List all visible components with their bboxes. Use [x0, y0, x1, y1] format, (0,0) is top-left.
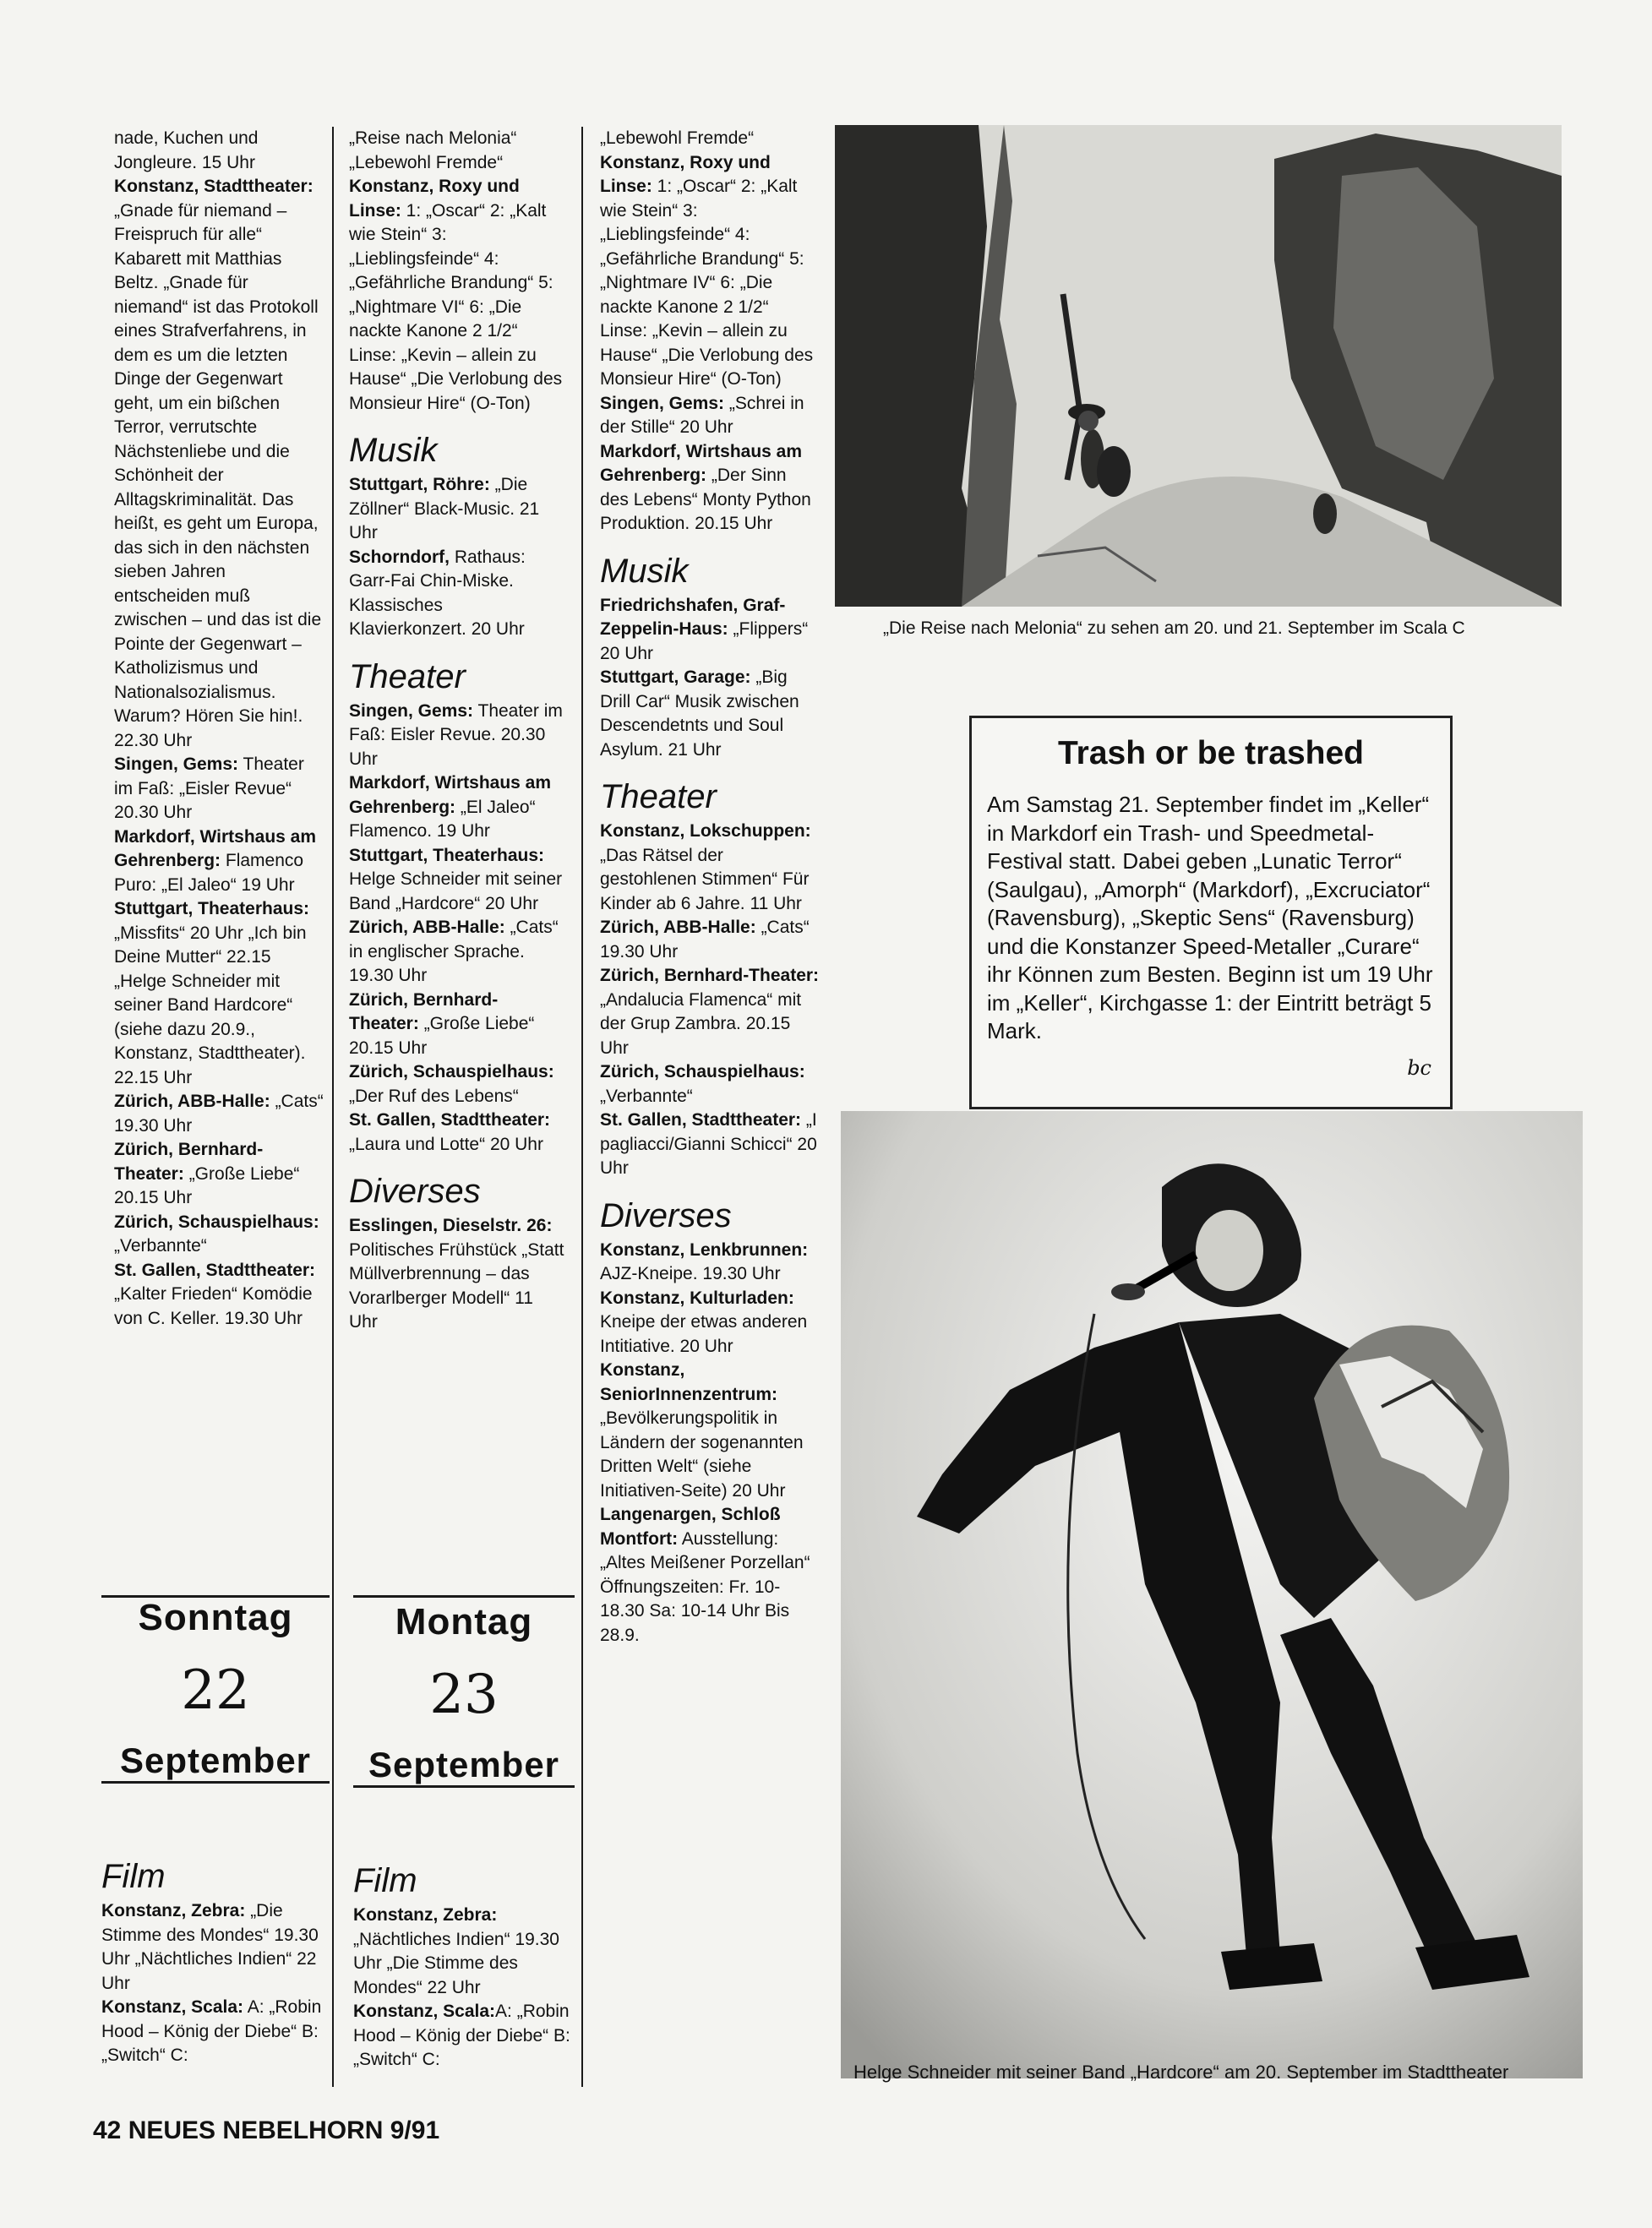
event-details: „Kalter Frieden“ Komödie von C. Keller. 19.30 Uhr [114, 1284, 313, 1328]
listing-entry [349, 916, 564, 989]
section-theater [600, 777, 820, 1181]
venue-name: Singen, Gems: [114, 754, 239, 774]
venue-name: Schorndorf, [349, 547, 450, 567]
event-details: „Verbannte“ [600, 1086, 693, 1106]
event-details: Politisches Frühstück „Statt Müllverbrennung – das Vorarlberger Modell“ 11 Uhr [349, 1239, 564, 1332]
month-name: September [101, 1740, 330, 1784]
listing-entry [101, 1996, 325, 2068]
listing-entry [600, 1109, 820, 1181]
listing-entry [349, 771, 564, 844]
venue-name: Markdorf, Wirtshaus am Gehrenberg: [600, 441, 803, 485]
venue-name: Konstanz, Roxy und Linse: [600, 152, 771, 196]
venue-name: Zürich, ABB-Halle: [349, 918, 505, 937]
helge-schneider-image [841, 1111, 1583, 2078]
event-details: „Gnade für niemand – Freispruch für alle“ Kabarett mit Matthias Beltz. „Gnade für niemand“ ist das Protokoll eines Strafverfahrens, in dem es um die letzten Dinge der Gegenwart geht, um ein bißchen Terror, verrutschte Nächstenliebe und die Schönheit der Alltagskriminalität. Das heißt, es geht um Europa, das sich in den nächsten sieben Jahren entscheiden muß zwischen – und das ist die Pointe der Gegenwart – Katholizismus und Nationalsozialismus. Warum? Hören Sie hin!. 22.30 Uhr [114, 200, 322, 750]
day-number: 23 [429, 1664, 499, 1726]
event-details: „Cats“ 19.30 Uhr [114, 1092, 324, 1136]
venue-name: Konstanz, Lenkbrunnen: [600, 1239, 809, 1260]
listing-entry [349, 989, 564, 1061]
event-details: „Reise nach Melonia“ „Lebewohl Fremde“ [349, 128, 517, 172]
section-theater [349, 657, 564, 1158]
event-details: „Laura und Lotte“ 20 Uhr [349, 1134, 543, 1154]
listing-column-1 [114, 127, 325, 1331]
listing-entry [114, 127, 325, 175]
box-title: Trash or be trashed [1058, 735, 1364, 771]
event-details: Theater im Faß: Eisler Revue. 20.30 Uhr [349, 700, 563, 769]
section-diverses [349, 1172, 564, 1335]
event-details: „Cats“ 19.30 Uhr [600, 918, 810, 961]
listing-column-2 [349, 127, 564, 1335]
event-details: „Flippers“ 20 Uhr [600, 619, 809, 663]
event-details: 1: „Oscar“ 2: „Kalt wie Stein“ 3: „Lieblingsfeinde“ 4: „Gefährliche Brandung“ 5: „Nightmare VI“ 6: „Die nackte Kanone 2 1/2“ Linse: „Kevin – allein zu Hause“ „Die Verlobung des Monsieur Hire“ (O-Ton) [349, 200, 563, 413]
venue-name: Markdorf, Wirtshaus am Gehrenberg: [349, 773, 552, 817]
event-details: „Verbannte“ [114, 1236, 207, 1256]
listing-entry [349, 127, 564, 175]
event-details: „Lebewohl Fremde“ [600, 128, 755, 148]
helge-schneider-photo [841, 1111, 1583, 2078]
venue-name: Singen, Gems: [600, 393, 725, 413]
listing-entry [600, 1503, 820, 1648]
monday-film-column [353, 1846, 573, 2073]
section-film [101, 1857, 325, 2068]
day-name: Montag [395, 1601, 533, 1642]
venue-name: Konstanz, Kulturladen: [600, 1288, 794, 1308]
event-details: Ausstellung: „Altes Meißener Porzellan“ Öffnungszeiten: Fr. 10-18.30 Sa: 10-14 Uhr Bis 28.9. [600, 1528, 810, 1645]
section-heading: Diverses [600, 1196, 732, 1234]
venue-name: Friedrichshafen, Graf-Zeppelin-Haus: [600, 595, 786, 639]
listing-entry [349, 473, 564, 546]
event-details: „Bevölkerungspolitik in Ländern der sogenannten Dritten Welt“ (siehe Initiativen-Seite) 20 Uhr [600, 1408, 804, 1501]
listing-entry [114, 1211, 325, 1259]
event-details: Flamenco Puro: „El Jaleo“ 19 Uhr [114, 851, 304, 895]
section-heading: Diverses [349, 1173, 481, 1210]
listing-entry [600, 666, 820, 762]
listing-entry [600, 1060, 820, 1109]
venue-name: Langenargen, Schloß Montfort: [600, 1505, 781, 1549]
section-heading: Musik [349, 432, 438, 469]
listing-entry [600, 1239, 820, 1287]
film-still-photo [835, 125, 1562, 607]
column-rule [332, 127, 334, 2087]
event-details: „Der Sinn des Lebens“ Monty Python Produktion. 20.15 Uhr [600, 466, 811, 533]
column-rule [581, 127, 583, 2087]
listing-entry [353, 2000, 573, 2073]
listing-entry [600, 151, 820, 392]
event-details: AJZ-Kneipe. 19.30 Uhr [600, 1264, 781, 1283]
venue-name: St. Gallen, Stadttheater: [600, 1110, 802, 1130]
listing-entry [101, 1899, 325, 1996]
listing-entry [600, 820, 820, 916]
listing-entry [600, 964, 820, 1060]
day-rule [353, 1595, 575, 1598]
listing-entry [114, 1138, 325, 1211]
day-header-monday [353, 1601, 575, 1788]
venue-name: Konstanz, Roxy und Linse: [349, 177, 520, 221]
listing-entry [600, 1287, 820, 1359]
venue-name: Stuttgart, Garage: [600, 667, 751, 687]
sunday-film-column [101, 1842, 325, 2068]
listing-entry [349, 546, 564, 642]
listing-entry [349, 1109, 564, 1157]
listing-entry [114, 753, 325, 825]
event-details: nade, Kuchen und Jongleure. 15 Uhr [114, 128, 259, 172]
venue-name: St. Gallen, Stadttheater: [349, 1110, 551, 1130]
venue-name: Konstanz, Lokschuppen: [600, 821, 811, 841]
venue-name: Konstanz, SeniorInnenzentrum: [600, 1360, 778, 1404]
listing-entry [353, 1904, 573, 2000]
event-details: „Missfits“ 20 Uhr „Ich bin Deine Mutter“ 22.15 „Helge Schneider mit seiner Band Hardcore“ (siehe dazu 20.9., Konstanz, Stadttheater). 22.15 Uhr [114, 923, 307, 1087]
section-musik [349, 431, 564, 642]
event-details: A: „Robin Hood – König der Diebe“ B: „Switch“ C: [101, 1997, 322, 2065]
trash-festival-box [969, 716, 1453, 1109]
listing-entry [114, 1090, 325, 1138]
listing-entry [349, 844, 564, 917]
venue-name: Esslingen, Dieselstr. 26: [349, 1216, 553, 1235]
venue-name: Markdorf, Wirtshaus am Gehrenberg: [114, 826, 317, 870]
helge-photo-caption: Helge Schneider mit seiner Band „Hardcore“ am 20. September im Stadttheater [853, 2062, 1509, 2083]
event-details: Kneipe der etwas anderen Intitiative. 20 Uhr [600, 1312, 808, 1356]
event-details: „Schrei in der Stille“ 20 Uhr [600, 393, 804, 437]
month-name: September [353, 1745, 575, 1788]
event-details: Helge Schneider mit seiner Band „Hardcore“ 20 Uhr [349, 869, 563, 913]
venue-name: Konstanz, Stadttheater: [114, 177, 313, 196]
venue-name: Konstanz, Scala: [101, 1997, 244, 2017]
venue-name: Singen, Gems: [349, 700, 474, 721]
section-heading: Theater [349, 657, 466, 695]
event-details: A: „Robin Hood – König der Diebe“ B: „Switch“ C: [353, 2002, 570, 2069]
venue-name: Zürich, Bernhard-Theater: [600, 966, 820, 985]
event-details: „Big Drill Car“ Musik zwischen Descendetnts und Soul Asylum. 21 Uhr [600, 667, 799, 760]
listing-entry [114, 825, 325, 898]
listing-entry [600, 916, 820, 964]
event-details: „Große Liebe“ 20.15 Uhr [349, 1014, 535, 1058]
page-footer: 42 NEUES NEBELHORN 9/91 [93, 2116, 440, 2144]
film-still-image [835, 125, 1562, 607]
venue-name: Zürich, Bernhard-Theater: [114, 1140, 264, 1184]
section-musik [600, 552, 820, 763]
event-details: „Die Zöllner“ Black-Music. 21 Uhr [349, 475, 540, 542]
event-details: „Die Stimme des Mondes“ 19.30 Uhr „Nächtliches Indien“ 22 Uhr [101, 1901, 319, 1993]
section-film [353, 1861, 573, 2073]
venue-name: Stuttgart, Röhre: [349, 475, 490, 494]
venue-name: Konstanz, Zebra: [353, 1905, 498, 1925]
event-details: 1: „Oscar“ 2: „Kalt wie Stein“ 3: „Lieblingsfeinde“ 4: „Gefährliche Brandung“ 5: „Nightmare IV“ 6: „Die nackte Kanone 2 1/2“ Linse: „Kevin – allein zu Hause“ „Die Verlobung des Monsieur Hire“ (O-Ton) [600, 177, 814, 389]
event-details: „Das Rätsel der gestohlenen Stimmen“ Für Kinder ab 6 Jahre. 11 Uhr [600, 845, 810, 913]
listing-entry [600, 440, 820, 537]
listing-entry [114, 175, 325, 753]
event-details: „El Jaleo“ Flamenco. 19 Uhr [349, 797, 536, 841]
day-header-sunday [101, 1597, 330, 1784]
venue-name: Stuttgart, Theaterhaus: [349, 845, 545, 865]
listing-entry [114, 1259, 325, 1332]
listing-entry [600, 127, 820, 151]
venue-name: Konstanz, Zebra: [101, 1901, 246, 1920]
event-details: „Der Ruf des Lebens“ [349, 1086, 519, 1106]
listing-entry [349, 1214, 564, 1335]
listing-entry [600, 1359, 820, 1503]
venue-name: Zürich, ABB-Halle: [600, 918, 756, 937]
listing-entry [114, 897, 325, 1090]
event-details: Rathaus: Garr-Fai Chin-Miske. Klassisches Klavierkonzert. 20 Uhr [349, 547, 526, 639]
listing-column-3 [600, 127, 820, 1648]
box-body: Am Samstag 21. September findet im „Keller“ in Markdorf ein Trash- und Speedmetal-Festival statt. Dabei geben „Lunatic Terror“ (Saulgau), „Amorph“ (Markdorf), „Excruciator“ (Ravensburg), „Skeptic Sens“ (Ravensburg) und die Konstanzer Speed-Metaller „Curare“ ihr Können zum Besten. Beginn ist um 19 Uhr im „Keller“, Kirchgasse 1: der Eintritt beträgt 5 Mark. [987, 792, 1433, 1043]
venue-name: Zürich, Schauspielhaus: [114, 1212, 319, 1232]
listing-entry [349, 175, 564, 416]
event-details: „Nächtliches Indien“ 19.30 Uhr „Die Stimme des Mondes“ 22 Uhr [353, 1929, 559, 1997]
day-name: Sonntag [138, 1597, 293, 1638]
event-details: Theater im Faß: „Eisler Revue“ 20.30 Uhr [114, 754, 304, 822]
section-heading: Musik [600, 552, 689, 590]
venue-name: Zürich, Bernhard-Theater: [349, 989, 499, 1033]
venue-name: Stuttgart, Theaterhaus: [114, 899, 310, 918]
section-heading: Film [101, 1858, 166, 1895]
section-diverses [600, 1196, 820, 1648]
venue-name: Zürich, ABB-Halle: [114, 1092, 270, 1111]
listing-entry [600, 594, 820, 667]
event-details: „Cats“ in englischer Sprache. 19.30 Uhr [349, 918, 559, 985]
venue-name: St. Gallen, Stadttheater: [114, 1260, 316, 1280]
venue-name: Konstanz, Scala: [353, 2002, 496, 2021]
section-heading: Film [353, 1862, 417, 1899]
author-initials: bc [1407, 1056, 1431, 1080]
event-details: „I pagliacci/Gianni Schicci“ 20 Uhr [600, 1110, 817, 1178]
day-number: 22 [181, 1659, 250, 1722]
event-details: „Große Liebe“ 20.15 Uhr [114, 1163, 300, 1207]
film-still-caption: „Die Reise nach Melonia“ zu sehen am 20. und 21. September im Scala C [883, 618, 1465, 638]
venue-name: Zürich, Schauspielhaus: [349, 1062, 554, 1081]
listing-entry [349, 700, 564, 772]
column-2-intro [349, 127, 564, 416]
listing-entry [600, 392, 820, 440]
section-heading: Theater [600, 778, 717, 815]
column-3-intro [600, 127, 820, 537]
listing-entry [349, 1060, 564, 1109]
venue-name: Zürich, Schauspielhaus: [600, 1062, 805, 1081]
event-details: „Andalucia Flamenca“ mit der Grup Zambra. 20.15 Uhr [600, 989, 802, 1058]
